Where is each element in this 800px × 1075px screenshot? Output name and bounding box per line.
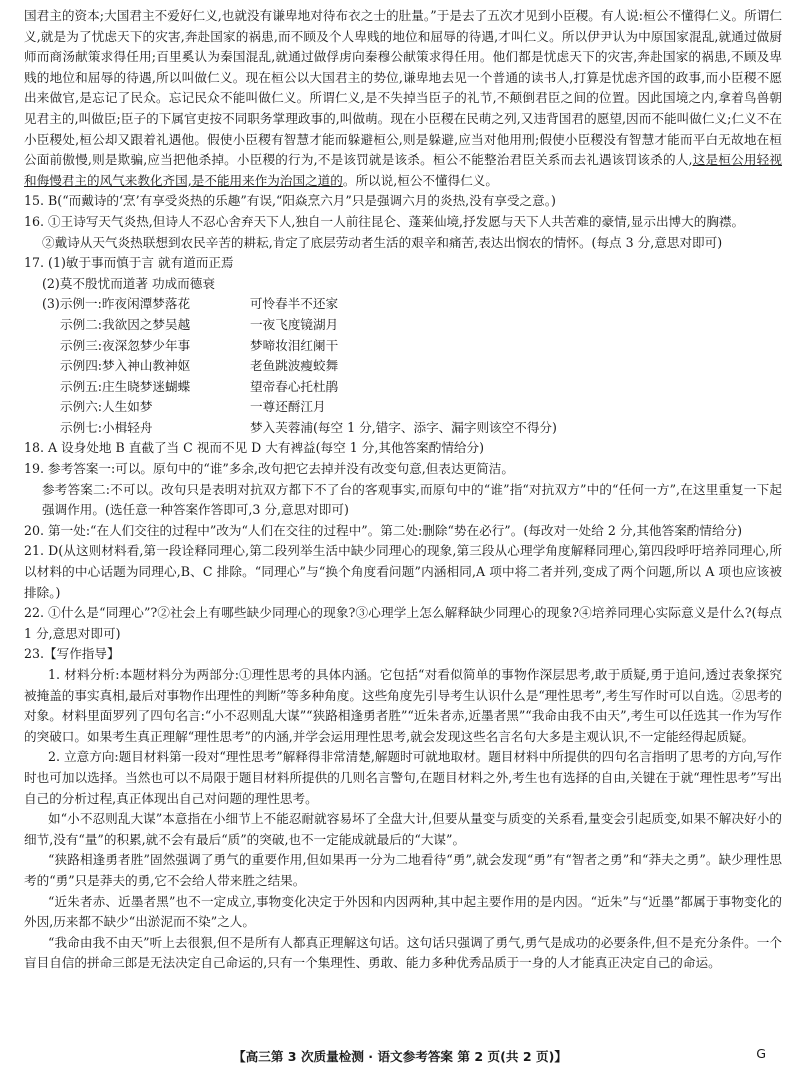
q17-example-5: 示例五:庄生晓梦迷蝴蝶 望帝春心托杜鹃 (60, 378, 339, 394)
q17-example-7: 示例七:小楫轻舟 梦入芙蓉浦(每空 1 分,错字、添字、漏字则该空不得分) (60, 419, 557, 435)
q23-example-para-3: “近朱者赤、近墨者黑”也不一定成立,事物变化决定于外因和内因两种,其中起主要作用的是内因。“近朱”与“近墨”都属于事物变化的外因,历来都不缺少“出淤泥而不染”之人。 (24, 893, 782, 930)
q23-topic-direction: 2. 立意方向:题目材料第一段对“理性思考”解释得非常清楚,解题时可就地取材。题目材料中所提供的四句名言指明了思考的方向,写作时也可加以选择。当然也可以不局限于题目材料所提供的几则名言警句,在题目材料之外,考生也有选择的自由,关键在于就“理性思考”写出自己的分析过程,真正体现出自己对问题的理性思考。 (24, 749, 782, 806)
passage-translation (24, 6, 782, 191)
q17-example-1: (3)示例一:昨夜闲潭梦落花 可怜春半不还家 (42, 296, 339, 312)
q20-answer: 20. 第一处:“在人们交往的过程中”改为“人们在交往的过程中”。第二处:删除“势在必行”。(每改对一处给 2 分,其他答案酌情给分) (24, 522, 743, 538)
q16-answer-1: 16. ①王诗写天气炎热,但诗人不忍心舍弃天下人,独自一人前往昆仑、蓬莱仙境,抒发愿与天下人共苦难的豪情,显示出博大的胸襟。 (24, 213, 745, 229)
q23-material-analysis: 1. 材料分析:本题材料分为两部分:①理性思考的具体内涵。它包括“对看似简单的事物作深层思考,敢于质疑,勇于追问,透过表象探究被掩盖的事实真相,最后对事物作出理性的判断”等多种角度。这些角度先引导考生认识什么是“理性思考”,考生写作时可以自选。②思考的对象。材料里面罗列了四句名言:“小不忍则乱大谋”“狭路相逢勇者胜”“近朱者赤,近墨者黑”“我命由我不由天”,考生可以任选其一作为写作的突破口。如果考生真正理解“理性思考”的内涵,并学会运用理性思考,就会发现这些名言名句大多是主观认识,不一定能经得起质疑。 (24, 667, 782, 744)
q17-item-1: 17. (1)敏于事而慎于言 就有道而正焉 (24, 255, 234, 271)
passage-text: 国君主的资本;大国君主不爱好仁义,也就没有谦卑地对待布衣之士的肚量。”于是去了五次才见到小臣稷。有人说:桓公不懂得仁义。所谓仁义,就是为了忧虑天下的灾害,奔赴国家的祸患,而不顾及个人卑贱的地位和屈辱的待遇,才叫仁义。所以伊尹认为中原国家混乱,就通过做厨师而商汤献策求得任用;百里奚认为秦国混乱,就通过做俘虏向秦穆公献策求得任用。他们都是忧虑天下的灾害,奔赴国家的祸患,不顾及卑贱的地位和屈辱的待遇,所以叫做仁义。现在桓公以大国君主的势位,谦卑地去见一个普通的读书人,打算是忧虑齐国的政事,而小臣稷不愿出来做官,是忘记了民众。忘记民众不能叫做仁义。所谓仁义,是不失掉当臣子的礼节,不颠倒君臣之间的位置。因此国境之内,拿着鸟兽朝见君主的,叫做臣;臣子的下属官吏按不同职务掌理政事的,叫做萌。现在小臣稷在民萌之列,又违背国君的愿望,因而不能叫做仁义;仁义不在小臣稷处,桓公却又跟着礼遇他。假使小臣稷有智慧才能而躲避桓公,则是躲避,应当对他用刑;假使小臣稷没有智慧才能而平白无故地在桓公面前傲慢,则是欺骗,应当把他杀掉。小臣稷的行为,不是该罚就是该杀。桓公不能整治君臣关系而去礼遇该罚该杀的人, (24, 8, 782, 168)
q17-example-4: 示例四:梦入神山教神妪 老鱼跳波瘦蛟舞 (60, 358, 339, 374)
q21-answer: 21. D(从这则材料看,第一段诠释同理心,第二段列举生活中缺少同理心的现象,第三段从心理学角度解释同理心,第四段呼吁培养同理心,所以材料的中心话题为同理心,B、C 排除。“同理心”与“换个角度看问题”内涵相同,A 项中将二者并列,变成了两个问题,所以 A 项也应该被排除。) (24, 543, 782, 600)
q16-answer-2: ②戴诗从天气炎热联想到农民辛苦的耕耘,肯定了底层劳动者生活的艰辛和痛苦,表达出悯农的情怀。(每点 3 分,意思对即可) (42, 234, 723, 250)
underlined-sentence: 这是桓公用轻视和侮慢君主的风气来教化齐国,是不能用来作为治国之道的 (24, 152, 782, 188)
answer-page (24, 6, 782, 974)
q17-example-6: 示例六:人生如梦 一尊还酹江月 (60, 399, 326, 415)
passage-text-end: 。所以说,桓公不懂得仁义。 (342, 172, 498, 188)
page-footer: 【高三第 3 次质量检测 · 语文参考答案 第 2 页(共 2 页)】 (233, 1049, 567, 1064)
q23-example-para-2: “狭路相逢勇者胜”固然强调了勇气的重要作用,但如果再一分为二地看待“勇”,就会发现“勇”有“智者之勇”和“莽夫之勇”。缺少理性思考的“勇”只是莽夫的勇,它不会给人带来胜之结果。 (24, 852, 782, 888)
q23-example-para-1: 如“小不忍则乱大谋”本意指在小细节上不能忍耐就容易坏了全盘大计,但要从量变与质变的关系看,量变会引起质变,如果不解决好小的细节,没有“量”的积累,就不会有最后“质”的突破,也不一定能成就最后的“大谋”。 (24, 811, 782, 847)
q17-example-2: 示例二:我欲因之梦吴越 一夜飞度镜湖月 (60, 316, 339, 332)
q23-example-para-4: “我命由我不由天”听上去很狠,但不是所有人都真正理解这句话。这句话只强调了勇气,勇气是成功的必要条件,但不是充分条件。一个盲目自信的拼命三郎是无法决定自己命运的,只有一个集理性、勇敢、能力多种优秀品质于一身的人才能真正决定自己的命运。 (24, 934, 782, 971)
q18-answer: 18. A 设身处地 B 直截了当 C 视而不见 D 大有裨益(每空 1 分,其他答案酌情给分) (24, 440, 485, 456)
q22-answer: 22. ①什么是“同理心”?②社会上有哪些缺少同理心的现象?③心理学上怎么解释缺少同理心的现象?④培养同理心实际意义是什么?(每点 1 分,意思对即可) (24, 605, 782, 641)
q17-example-3: 示例三:夜深忽梦少年事 梦啼妆泪红阑干 (60, 337, 339, 353)
q19-answer-2: 参考答案二:不可以。改句只是表明对抗双方都下不了台的客观事实,而原句中的“谁”指“对抗双方”中的“任何一方”,在这里重复一下起强调作用。(选任意一种答案作答即可,3 分,意思对即可) (42, 481, 782, 518)
q15-answer: 15. B(“而戴诗的‘烹’有享受炎热的乐趣”有误,“阳焱烹六月”只是强调六月的炎热,没有享受之意。) (24, 193, 556, 209)
q17-item-2: (2)莫不殷忧而道著 功成而德衰 (42, 275, 215, 291)
q19-answer-1: 19. 参考答案一:可以。原句中的“谁”多余,改句把它去掉并没有改变句意,但表达更简洁。 (24, 461, 514, 477)
q23-heading: 23.【写作指导】 (24, 646, 120, 662)
footer-mark: G (756, 1046, 766, 1061)
